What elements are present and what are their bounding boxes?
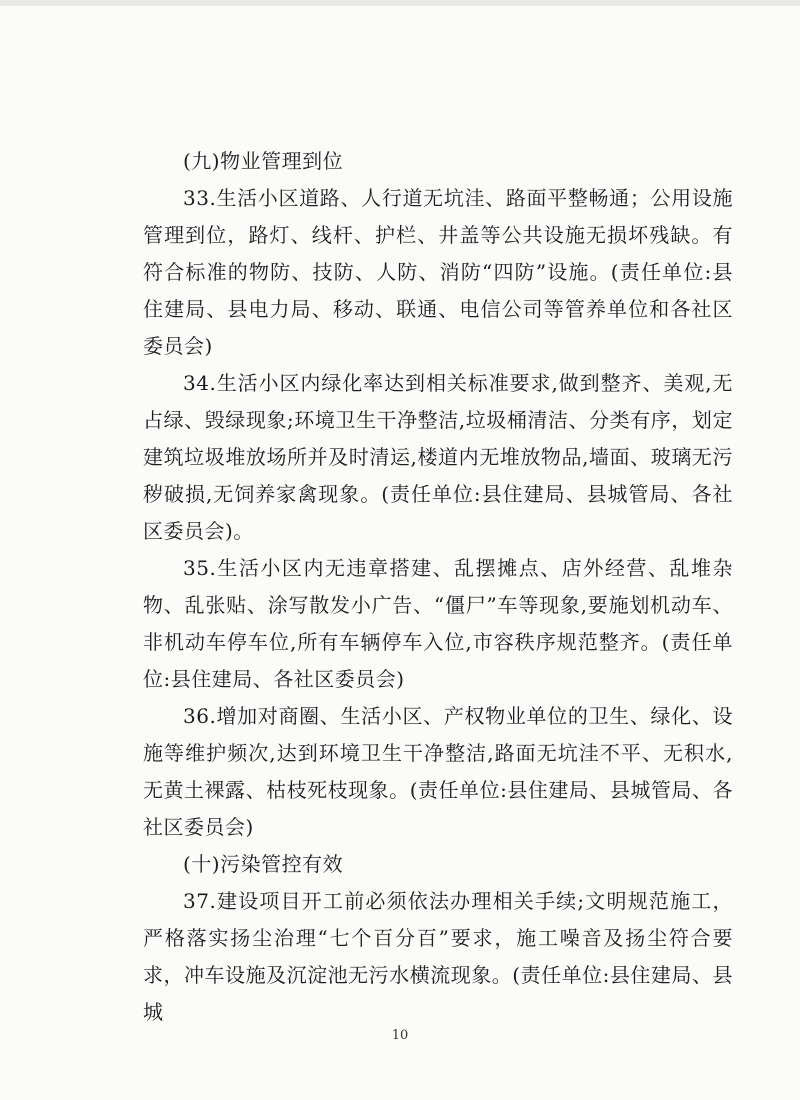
paragraph-item-34: 34.生活小区内绿化率达到相关标准要求,做到整齐、美观,无占绿、毁绿现象;环境卫生干净整洁,垃圾桶清洁、分类有序，划定建筑垃圾堆放场所并及时清运,楼道内无堆放物品,墙面、玻璃无污秽破损,无饲养家禽现象。(责任单位:县住建局、县城管局、各社区委员会)。 [143,371,733,543]
document-body [143,143,733,1031]
page-number: 10 [391,1028,409,1043]
page-top-edge [0,0,800,6]
paragraph-item-36: 36.增加对商圈、生活小区、产权物业单位的卫生、绿化、设施等维护频次,达到环境卫生干净整洁,路面无坑洼不平、无积水,无黄土裸露、枯枝死枝现象。(责任单位:县住建局、县城管局、各社区委员会) [143,704,733,839]
paragraph-item-37: 37.建设项目开工前必须依法办理相关手续;文明规范施工，严格落实扬尘治理“七个百分百”要求，施工噪音及扬尘符合要求，冲车设施及沉淀池无污水横流现象。(责任单位:县住建局、县城 [143,889,733,1024]
paragraph-item-33: 33.生活小区道路、人行道无坑洼、路面平整畅通；公用设施管理到位，路灯、线杆、护栏、井盖等公共设施无损坏残缺。有符合标准的物防、技防、人防、消防“四防”设施。(责任单位:县住建局、县电力局、移动、联通、电信公司等管养单位和各社区委员会) [143,186,733,358]
section-heading-pollution-control: (十)污染管控有效 [183,852,344,876]
section-heading-property-management: (九)物业管理到位 [183,149,344,173]
paragraph-item-35: 35.生活小区内无违章搭建、乱摆摊点、店外经营、乱堆杂物、乱张贴、涂写散发小广告、“僵尸”车等现象,要施划机动车、非机动车停车位,所有车辆停车入位,市容秩序规范整齐。(责任单位:县住建局、各社区委员会) [143,556,733,691]
